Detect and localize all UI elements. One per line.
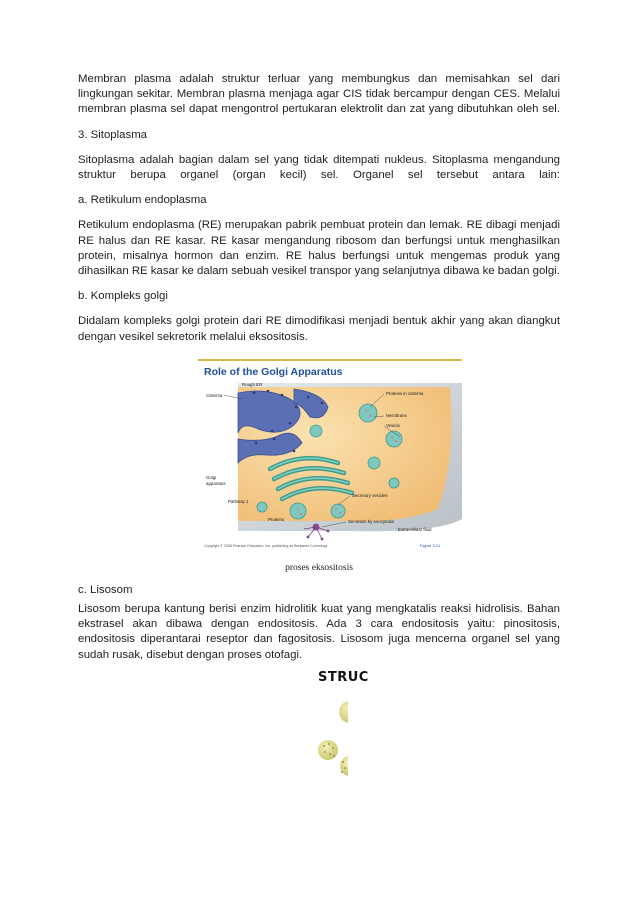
label-pathway: Pathway 1	[228, 498, 249, 504]
paragraph-membran-plasma: Membran plasma adalah struktur terluar yang membungkus dan memisahkan sel dari lingkungan sekitar. Membran plasma menjaga agar CIS tidak bercampur dengan CES. Melalui membran plasma sel dapat mengontrol pertukaran elektrolit dan zat yang dibutuhkan oleh sel.	[78, 73, 560, 116]
label-membrane: Membrane	[386, 412, 407, 418]
figure-copyright: Copyright © 2006 Pearson Education, Inc. publishing as Benjamin Cummings	[204, 543, 328, 548]
heading-lisosom: c. Lisosom	[78, 583, 133, 596]
paragraph-lisosom: Lisosom berupa kantung berisi enzim hidrolitik kuat yang mengkatalis reaksi hidrolisis. Bahan ekstrasel akan dibawa dengan endositosis. Ada 3 cara endositosis yaitu: pinositosis, endositosis diperantarai reseptor dan fagositosis. Lisosom juga mencerna organel sel yang sudah rusak, disebut dengan proses otofagi.	[78, 603, 560, 661]
fragment-heading-text: STRUC	[318, 670, 369, 685]
sphere-lower	[340, 756, 360, 776]
heading-retikulum-endoplasma: a. Retikulum endoplasma	[78, 194, 207, 207]
label-rough-er: Rough ER	[242, 381, 263, 387]
paragraph-kompleks-golgi: Didalam kompleks golgi protein dari RE dimodifikasi menjadi bentuk akhir yang akan diangkut dengan vesikel sekretorik melalui eksositosis.	[78, 315, 560, 343]
golgi-figure	[78, 355, 560, 587]
label-secretory-vesicles: Secretory vesicles	[352, 492, 388, 498]
golgi-apparatus-illustration	[198, 359, 462, 553]
label-apparatus: apparatus	[206, 480, 226, 486]
heading-sitoplasma: 3. Sitoplasma	[78, 128, 148, 141]
figure-caption: proses eksositosis	[285, 562, 353, 573]
paragraph-sitoplasma: Sitoplasma adalah bagian dalam sel yang tidak ditempati nukleus. Sitoplasma mengandung struktur berupa organel (organ kecil) sel. Organel sel tersebut antara lain:	[78, 153, 560, 182]
label-cisterna: Cisterna	[206, 392, 223, 398]
label-golgi: Golgi	[206, 474, 217, 480]
label-secretion: Secretion by exocytosis	[348, 518, 395, 524]
label-proteins-in-cisterna: Proteins in cisterna	[386, 390, 424, 396]
figure-title: Role of the Golgi Apparatus	[204, 365, 343, 378]
label-vesicle: Vesicle	[386, 422, 400, 428]
fragment-spheres	[316, 668, 376, 788]
label-proteins: Proteins	[268, 516, 285, 522]
figure-number: Figure 3.21	[420, 542, 441, 548]
sphere-left	[318, 740, 338, 760]
cropped-image-fragment	[316, 668, 376, 788]
document-page	[78, 72, 560, 673]
label-extracellular-fluid: Extracellular fluid	[398, 526, 432, 532]
heading-kompleks-golgi: b. Kompleks golgi	[78, 290, 168, 303]
paragraph-retikulum-endoplasma: Retikulum endoplasma (RE) merupakan pabrik pembuat protein dan lemak. RE dibagi menjadi RE halus dan RE kasar. RE kasar mengandung ribosom dan berfungsi untuk menghasilkan protein, misalnya hormon dan enzim. RE halus berfungsi untuk mengemas produk yang dihasilkan RE kasar ke dalam sebuah vesikel transpor yang selanjutnya dibawa ke badan golgi.	[78, 219, 560, 278]
sphere-upper	[339, 701, 361, 723]
